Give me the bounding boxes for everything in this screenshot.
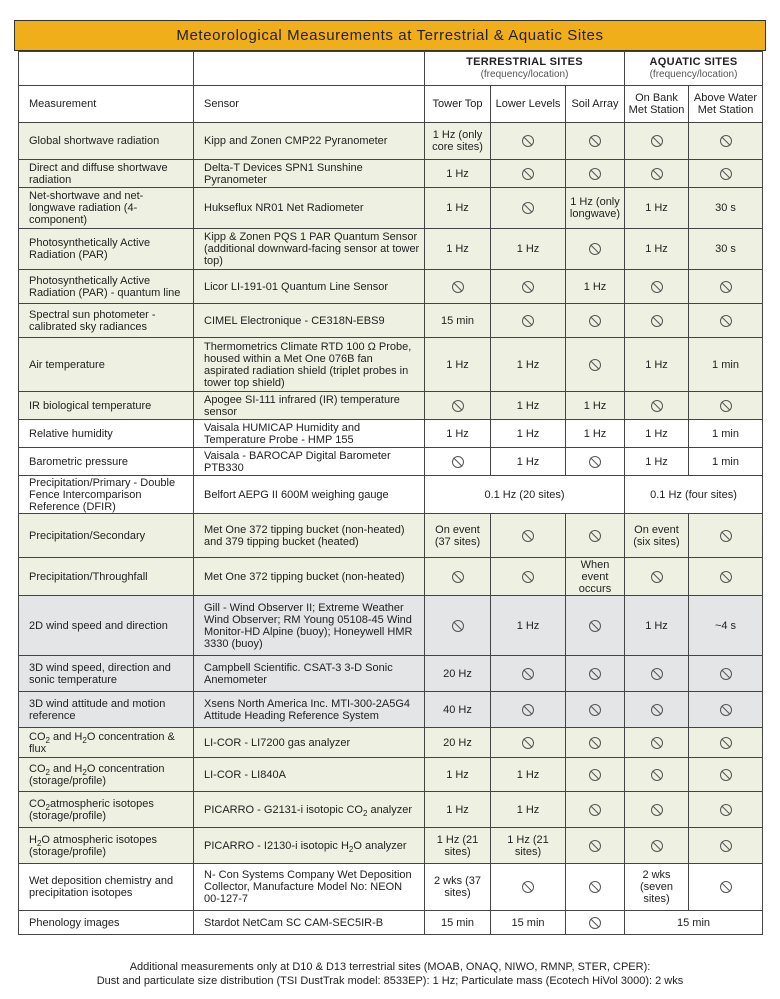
cell-not-applicable: [566, 514, 625, 558]
circle-slash-icon: [589, 668, 601, 680]
cell-not-applicable: [625, 792, 689, 828]
circle-slash-icon: [522, 881, 534, 893]
cell-tower-top: 40 Hz: [425, 692, 491, 728]
cell-not-applicable: [689, 160, 763, 188]
circle-slash-icon: [522, 135, 534, 147]
aquatic-sublabel: (frequency/location): [649, 69, 738, 80]
circle-slash-icon: [452, 400, 464, 412]
cell-tower-top: 1 Hz: [425, 160, 491, 188]
col-header-on-bank: On Bank Met Station: [625, 86, 689, 123]
cell-not-applicable: [689, 270, 763, 304]
cell-sensor: CIMEL Electronique - CE318N-EBS9: [194, 304, 425, 338]
cell-not-applicable: [625, 392, 689, 420]
cell-tower-top: 1 Hz (21 sites): [425, 828, 491, 864]
cell-not-applicable: [491, 188, 566, 229]
cell-measurement: 3D wind attitude and motion reference: [19, 692, 194, 728]
cell-not-applicable: [625, 160, 689, 188]
cell-not-applicable: [566, 792, 625, 828]
table-row: [19, 656, 763, 692]
circle-slash-icon: [522, 530, 534, 542]
cell-on-bank: 1 Hz: [625, 596, 689, 656]
cell-measurement: Relative humidity: [19, 420, 194, 448]
cell-not-applicable: [689, 792, 763, 828]
table-row: [19, 476, 763, 514]
cell-sensor: Thermometrics Climate RTD 100 Ω Probe, housed within a Met One 076B fan aspirated radiation shield (triplet probes in tower top shield): [194, 338, 425, 392]
cell-on-bank: 1 Hz: [625, 448, 689, 476]
cell-not-applicable: [689, 392, 763, 420]
cell-sensor: N- Con Systems Company Wet Deposition Collector, Manufacture Model No: NEON 00-127-7: [194, 864, 425, 911]
cell-tower-top: On event (37 sites): [425, 514, 491, 558]
cell-not-applicable: [425, 558, 491, 596]
cell-sensor: Met One 372 tipping bucket (non-heated) and 379 tipping bucket (heated): [194, 514, 425, 558]
table-row: [19, 596, 763, 656]
cell-measurement: Air temperature: [19, 338, 194, 392]
circle-slash-icon: [651, 315, 663, 327]
cell-measurement: Precipitation/Secondary: [19, 514, 194, 558]
cell-tower-top: 1 Hz: [425, 229, 491, 270]
table-row: [19, 558, 763, 596]
cell-sensor: Vaisala - BAROCAP Digital Barometer PTB330: [194, 448, 425, 476]
cell-not-applicable: [625, 758, 689, 792]
cell-not-applicable: [491, 160, 566, 188]
circle-slash-icon: [720, 281, 732, 293]
cell-measurement: Direct and diffuse shortwave radiation: [19, 160, 194, 188]
circle-slash-icon: [522, 571, 534, 583]
cell-not-applicable: [566, 758, 625, 792]
cell-soil-array: 1 Hz: [566, 270, 625, 304]
cell-not-applicable: [625, 728, 689, 758]
aquatic-label: AQUATIC SITES: [649, 56, 738, 68]
cell-not-applicable: [566, 338, 625, 392]
col-header-sensor: Sensor: [194, 86, 425, 123]
cell-above-water: 1 min: [689, 448, 763, 476]
cell-tower-top: 15 min: [425, 911, 491, 935]
cell-measurement: Precipitation/Primary - Double Fence Intercomparison Reference (DFIR): [19, 476, 194, 514]
table-body: [19, 123, 763, 935]
footnote-line-2: Dust and particulate size distribution (TSI DustTrak model: 8533EP): 1 Hz; Particulate mass (Ecotech HiVol 3000): 2 wks: [96, 975, 684, 987]
circle-slash-icon: [720, 737, 732, 749]
cell-measurement: Net-shortwave and net-longwave radiation (4-component): [19, 188, 194, 229]
circle-slash-icon: [589, 840, 601, 852]
cell-not-applicable: [689, 558, 763, 596]
table-row: [19, 160, 763, 188]
circle-slash-icon: [452, 456, 464, 468]
cell-not-applicable: [625, 656, 689, 692]
aquatic-group-header: [625, 52, 763, 86]
cell-sensor: Stardot NetCam SC CAM-SEC5IR-B: [194, 911, 425, 935]
table-row: [19, 448, 763, 476]
cell-not-applicable: [625, 270, 689, 304]
cell-lower-levels: 15 min: [491, 911, 566, 935]
col-header-above-water: Above Water Met Station: [689, 86, 763, 123]
circle-slash-icon: [522, 668, 534, 680]
cell-aquatic-span: 15 min: [625, 911, 763, 935]
cell-not-applicable: [689, 514, 763, 558]
circle-slash-icon: [589, 135, 601, 147]
cell-on-bank: 2 wks (seven sites): [625, 864, 689, 911]
cell-not-applicable: [425, 448, 491, 476]
cell-measurement: Phenology images: [19, 911, 194, 935]
cell-not-applicable: [425, 270, 491, 304]
circle-slash-icon: [452, 571, 464, 583]
circle-slash-icon: [452, 281, 464, 293]
cell-not-applicable: [625, 558, 689, 596]
cell-not-applicable: [566, 448, 625, 476]
circle-slash-icon: [589, 168, 601, 180]
terrestrial-group-header: [425, 52, 625, 86]
cell-not-applicable: [689, 828, 763, 864]
cell-soil-array: 1 Hz: [566, 392, 625, 420]
cell-lower-levels: 1 Hz: [491, 792, 566, 828]
cell-sensor: Delta-T Devices SPN1 Sunshine Pyranometer: [194, 160, 425, 188]
circle-slash-icon: [720, 769, 732, 781]
cell-not-applicable: [491, 728, 566, 758]
cell-not-applicable: [566, 160, 625, 188]
cell-measurement: $CO_2atmospheric$ isotopes (storage/profile): [19, 792, 194, 828]
cell-measurement: $CO_2$ and $H_2O$ concentration & flux: [19, 728, 194, 758]
cell-above-water: 30 s: [689, 188, 763, 229]
table-row: [19, 392, 763, 420]
cell-measurement: 3D wind speed, direction and sonic temperature: [19, 656, 194, 692]
cell-sensor: Campbell Scientific. CSAT-3 3-D Sonic Anemometer: [194, 656, 425, 692]
cell-sensor: Licor LI-191-01 Quantum Line Sensor: [194, 270, 425, 304]
table-row: [19, 123, 763, 160]
table-row: [19, 864, 763, 911]
cell-sensor: LI-COR - LI840A: [194, 758, 425, 792]
cell-sensor: Gill - Wind Observer II; Extreme Weather Wind Observer; RM Young 05108-45 Wind Monitor-HD Alpine (buoy); Honeywell HMR 3330 (buoy): [194, 596, 425, 656]
cell-not-applicable: [689, 304, 763, 338]
blank-header-cell: [19, 52, 194, 86]
table-row: [19, 188, 763, 229]
circle-slash-icon: [522, 737, 534, 749]
circle-slash-icon: [651, 704, 663, 716]
cell-measurement: Barometric pressure: [19, 448, 194, 476]
cell-not-applicable: [491, 656, 566, 692]
circle-slash-icon: [522, 704, 534, 716]
cell-not-applicable: [689, 728, 763, 758]
cell-not-applicable: [689, 692, 763, 728]
cell-lower-levels: 1 Hz: [491, 758, 566, 792]
table-row: [19, 758, 763, 792]
terrestrial-label: TERRESTRIAL SITES: [466, 56, 583, 68]
blank-header-cell: [194, 52, 425, 86]
terrestrial-sublabel: (frequency/location): [480, 69, 569, 80]
circle-slash-icon: [720, 668, 732, 680]
cell-tower-top: 1 Hz: [425, 792, 491, 828]
col-header-tower-top: Tower Top: [425, 86, 491, 123]
cell-not-applicable: [566, 656, 625, 692]
cell-measurement: Global shortwave radiation: [19, 123, 194, 160]
col-header-measurement: Measurement: [19, 86, 194, 123]
table-row: [19, 338, 763, 392]
circle-slash-icon: [452, 620, 464, 632]
cell-not-applicable: [689, 123, 763, 160]
circle-slash-icon: [589, 881, 601, 893]
cell-sensor: Hukseflux NR01 Net Radiometer: [194, 188, 425, 229]
cell-not-applicable: [425, 596, 491, 656]
circle-slash-icon: [589, 917, 601, 929]
cell-lower-levels: 1 Hz: [491, 596, 566, 656]
cell-not-applicable: [491, 123, 566, 160]
table-row: [19, 828, 763, 864]
circle-slash-icon: [651, 168, 663, 180]
cell-measurement: $CO_2$ and $H_2O$ concentration (storage/profile): [19, 758, 194, 792]
cell-aquatic-span: 0.1 Hz (four sites): [625, 476, 763, 514]
cell-not-applicable: [625, 123, 689, 160]
cell-not-applicable: [491, 514, 566, 558]
table-row: [19, 420, 763, 448]
circle-slash-icon: [651, 804, 663, 816]
cell-sensor: Apogee SI-111 infrared (IR) temperature sensor: [194, 392, 425, 420]
cell-not-applicable: [566, 304, 625, 338]
cell-soil-array: When event occurs: [566, 558, 625, 596]
cell-not-applicable: [566, 728, 625, 758]
cell-sensor: PICARRO - I2130-i isotopic $H_2O$ analyzer: [194, 828, 425, 864]
page-title: Meteorological Measurements at Terrestrial & Aquatic Sites: [14, 20, 766, 51]
circle-slash-icon: [589, 359, 601, 371]
circle-slash-icon: [720, 571, 732, 583]
cell-not-applicable: [491, 558, 566, 596]
circle-slash-icon: [589, 315, 601, 327]
cell-not-applicable: [625, 692, 689, 728]
circle-slash-icon: [589, 243, 601, 255]
circle-slash-icon: [720, 881, 732, 893]
cell-on-bank: 1 Hz: [625, 229, 689, 270]
circle-slash-icon: [720, 840, 732, 852]
circle-slash-icon: [720, 168, 732, 180]
cell-not-applicable: [566, 828, 625, 864]
cell-lower-levels: 1 Hz: [491, 338, 566, 392]
circle-slash-icon: [720, 135, 732, 147]
circle-slash-icon: [589, 737, 601, 749]
cell-not-applicable: [491, 692, 566, 728]
table-row: [19, 692, 763, 728]
cell-not-applicable: [491, 304, 566, 338]
table-row: [19, 229, 763, 270]
cell-sensor: Met One 372 tipping bucket (non-heated): [194, 558, 425, 596]
cell-above-water: 1 min: [689, 338, 763, 392]
cell-not-applicable: [625, 304, 689, 338]
cell-tower-top: 1 Hz (only core sites): [425, 123, 491, 160]
cell-tower-top: 1 Hz: [425, 338, 491, 392]
cell-tower-top: 1 Hz: [425, 758, 491, 792]
cell-sensor: Kipp and Zonen CMP22 Pyranometer: [194, 123, 425, 160]
cell-above-water: ~4 s: [689, 596, 763, 656]
cell-on-bank: 1 Hz: [625, 188, 689, 229]
cell-not-applicable: [566, 692, 625, 728]
cell-measurement: $H_2O$ atmospheric isotopes (storage/profile): [19, 828, 194, 864]
circle-slash-icon: [651, 281, 663, 293]
circle-slash-icon: [589, 456, 601, 468]
table-row: [19, 792, 763, 828]
col-header-lower-levels: Lower Levels: [491, 86, 566, 123]
cell-tower-top: 2 wks (37 sites): [425, 864, 491, 911]
cell-on-bank: 1 Hz: [625, 338, 689, 392]
cell-above-water: 30 s: [689, 229, 763, 270]
cell-lower-levels: 1 Hz: [491, 392, 566, 420]
cell-measurement: Spectral sun photometer - calibrated sky radiances: [19, 304, 194, 338]
cell-tower-top: 20 Hz: [425, 656, 491, 692]
measurements-table: [18, 51, 763, 935]
circle-slash-icon: [651, 571, 663, 583]
circle-slash-icon: [651, 400, 663, 412]
cell-not-applicable: [689, 864, 763, 911]
cell-not-applicable: [566, 123, 625, 160]
cell-not-applicable: [625, 828, 689, 864]
circle-slash-icon: [522, 315, 534, 327]
circle-slash-icon: [589, 804, 601, 816]
cell-soil-array: 1 Hz: [566, 420, 625, 448]
table-row: [19, 304, 763, 338]
cell-measurement: Wet deposition chemistry and precipitation isotopes: [19, 864, 194, 911]
cell-lower-levels: 1 Hz: [491, 448, 566, 476]
cell-sensor: LI-COR - LI7200 gas analyzer: [194, 728, 425, 758]
circle-slash-icon: [651, 737, 663, 749]
circle-slash-icon: [651, 668, 663, 680]
circle-slash-icon: [589, 769, 601, 781]
cell-not-applicable: [491, 270, 566, 304]
cell-not-applicable: [566, 596, 625, 656]
table-row: [19, 911, 763, 935]
cell-sensor: Belfort AEPG II 600M weighing gauge: [194, 476, 425, 514]
col-header-soil-array: Soil Array: [566, 86, 625, 123]
cell-not-applicable: [566, 911, 625, 935]
cell-tower-top: 20 Hz: [425, 728, 491, 758]
cell-sensor: Kipp & Zonen PQS 1 PAR Quantum Sensor (additional downward-facing sensor at tower top): [194, 229, 425, 270]
cell-on-bank: On event (six sites): [625, 514, 689, 558]
cell-not-applicable: [566, 229, 625, 270]
circle-slash-icon: [720, 704, 732, 716]
circle-slash-icon: [720, 530, 732, 542]
circle-slash-icon: [522, 281, 534, 293]
cell-lower-levels: 1 Hz (21 sites): [491, 828, 566, 864]
cell-terrestrial-span: 0.1 Hz (20 sites): [425, 476, 625, 514]
table-row: [19, 728, 763, 758]
cell-not-applicable: [689, 656, 763, 692]
cell-tower-top: 1 Hz: [425, 188, 491, 229]
cell-not-applicable: [566, 864, 625, 911]
cell-sensor: PICARRO - G2131-i isotopic $CO_2$ analyzer: [194, 792, 425, 828]
group-header-row: [19, 52, 763, 86]
cell-above-water: 1 min: [689, 420, 763, 448]
circle-slash-icon: [589, 530, 601, 542]
circle-slash-icon: [589, 620, 601, 632]
column-header-row: [19, 86, 763, 123]
footnote-line-1: Additional measurements only at D10 & D13 terrestrial sites (MOAB, ONAQ, NIWO, RMNP, STER, CPER):: [129, 961, 651, 973]
cell-measurement: Photosynthetically Active Radiation (PAR): [19, 229, 194, 270]
cell-sensor: Vaisala HUMICAP Humidity and Temperature Probe - HMP 155: [194, 420, 425, 448]
cell-measurement: Precipitation/Throughfall: [19, 558, 194, 596]
table-row: [19, 514, 763, 558]
cell-measurement: 2D wind speed and direction: [19, 596, 194, 656]
circle-slash-icon: [522, 168, 534, 180]
circle-slash-icon: [720, 400, 732, 412]
cell-measurement: IR biological temperature: [19, 392, 194, 420]
circle-slash-icon: [522, 202, 534, 214]
cell-tower-top: 1 Hz: [425, 420, 491, 448]
circle-slash-icon: [720, 804, 732, 816]
cell-not-applicable: [425, 392, 491, 420]
circle-slash-icon: [720, 315, 732, 327]
cell-not-applicable: [689, 758, 763, 792]
cell-sensor: Xsens North America Inc. MTI-300-2A5G4 Attitude Heading Reference System: [194, 692, 425, 728]
circle-slash-icon: [651, 769, 663, 781]
circle-slash-icon: [589, 704, 601, 716]
circle-slash-icon: [651, 135, 663, 147]
cell-on-bank: 1 Hz: [625, 420, 689, 448]
cell-soil-array: 1 Hz (only longwave): [566, 188, 625, 229]
cell-measurement: Photosynthetically Active Radiation (PAR) - quantum line: [19, 270, 194, 304]
cell-lower-levels: 1 Hz: [491, 229, 566, 270]
cell-not-applicable: [491, 864, 566, 911]
table-row: [19, 270, 763, 304]
circle-slash-icon: [651, 840, 663, 852]
cell-tower-top: 15 min: [425, 304, 491, 338]
cell-lower-levels: 1 Hz: [491, 420, 566, 448]
